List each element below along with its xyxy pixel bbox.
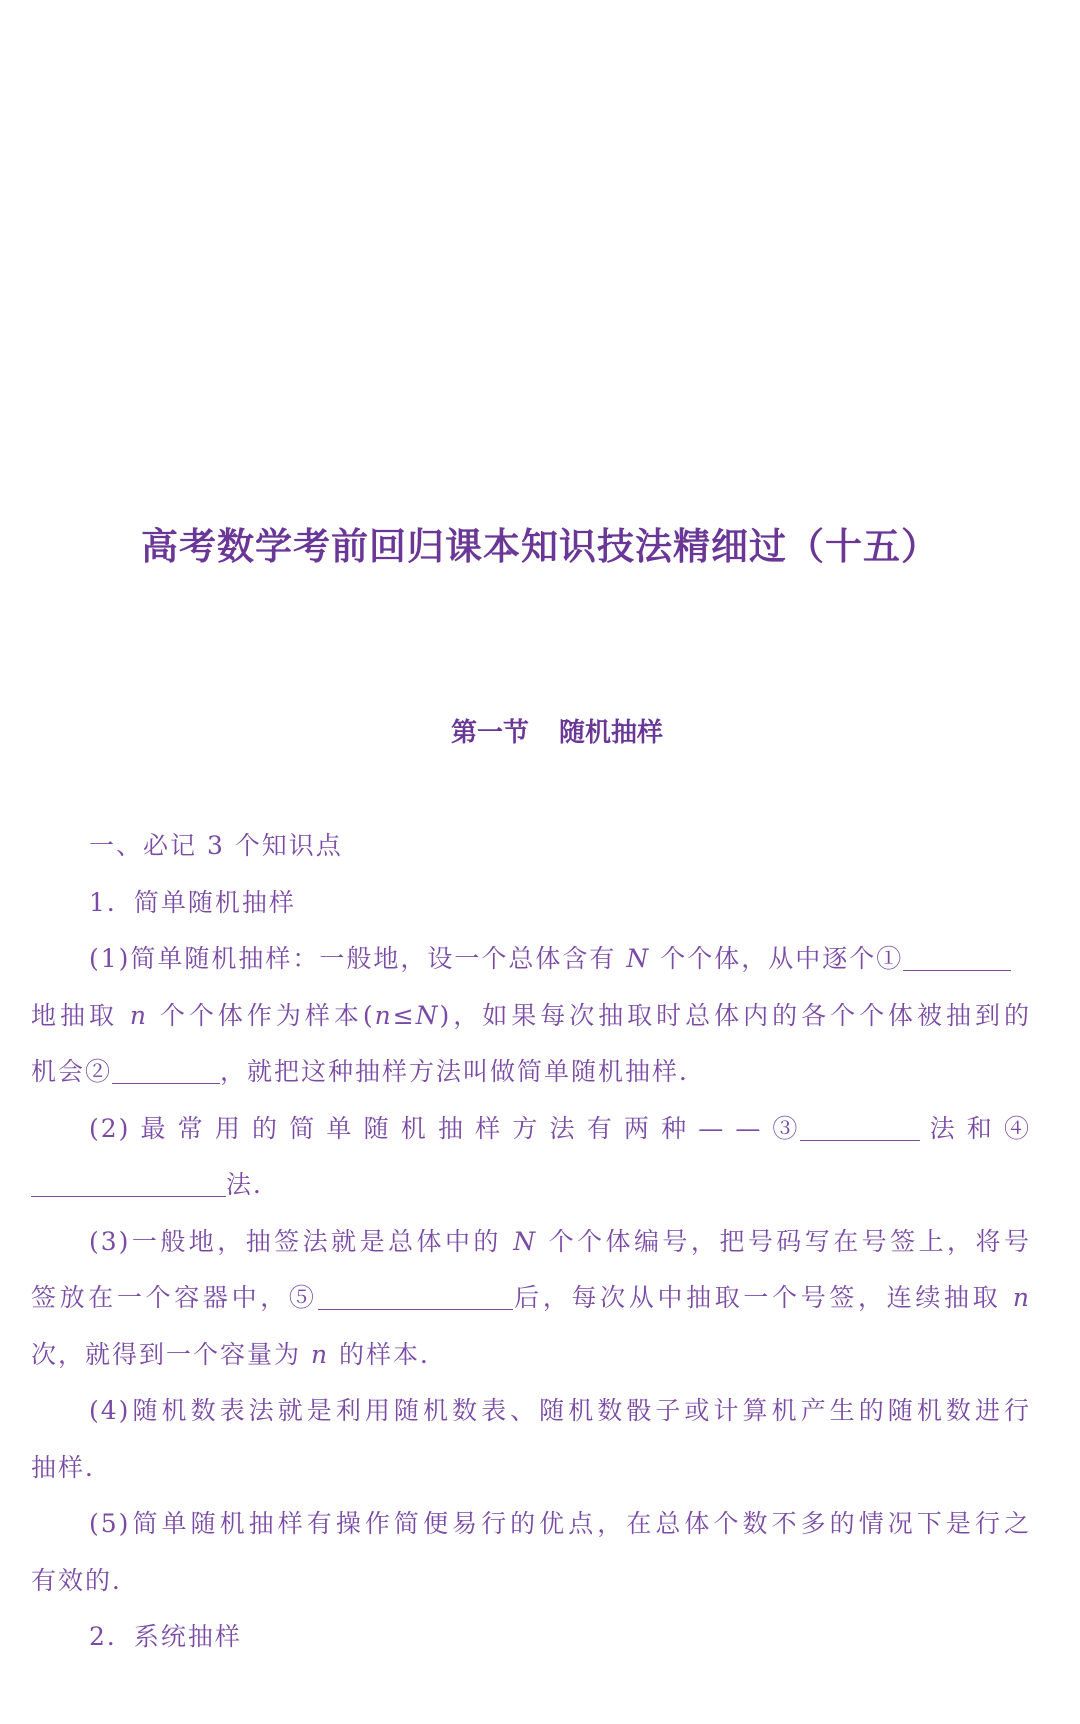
paragraph-1-line-3 [31,1044,1031,1101]
text-span: (3)一般地，抽签法就是总体中的 [89,1226,514,1256]
text-span: 法 和 ④ [919,1113,1031,1143]
paragraph-5-line-2: 有效的． [31,1565,140,1595]
paragraph-4-line-2: 抽样． [31,1452,113,1482]
math-n: n [129,1000,148,1030]
paragraph-1 [31,931,1031,988]
document-title: 高考数学考前回归课本知识技法精细过（十五） [141,524,939,568]
blank-2 [112,1057,220,1084]
document-body [31,818,1031,1666]
paragraph-4: (4)随机数表法就是利用随机数表、随机数骰子或计算机产生的随机数进行 [89,1396,1031,1425]
math-n: n [310,1339,330,1369]
section-name: 随机抽样 [559,718,664,748]
text-span: 个个体编号，把号码写在号签上，将号 [537,1226,1031,1256]
text-span: 次，就得到一个容量为 [31,1339,311,1369]
heading-required-points: 一、必记 3 个知识点 [89,831,343,860]
blank-3 [800,1114,920,1141]
text-span: 地抽取 [31,1000,130,1030]
paragraph-3-line-3 [31,1327,1031,1384]
paragraph-2-line-2 [31,1157,1031,1214]
text-span: 机会② [31,1057,113,1086]
blank-1 [903,944,1011,971]
text-span: 个个体，从中逐个① [650,944,904,973]
heading-systematic-sampling: 2．系统抽样 [89,1622,242,1651]
text-span: 签放在一个容器中，⑤ [31,1283,318,1312]
blank-4 [31,1170,226,1197]
text-span: 后，每次从中抽取一个号签，连续抽取 [512,1283,1013,1312]
blank-5 [318,1283,513,1310]
text-span: (2) 最 常 用 的 简 单 随 机 抽 样 方 法 有 两 种 — — ③ [89,1113,800,1143]
math-N: N [626,944,651,973]
paragraph-1-line-2 [31,988,1031,1045]
heading-simple-random-sampling: 1．简单随机抽样 [89,887,296,917]
text-span: 法． [226,1170,281,1199]
paragraph-3 [31,1214,1031,1271]
math-N: N [415,1000,440,1030]
paragraph-5: (5)简单随机抽样有操作简便易行的优点，在总体个数不多的情况下是行之 [89,1509,1031,1538]
text-span: (1)简单随机抽样：一般地，设一个总体含有 [89,944,627,973]
math-n: n [374,1000,393,1030]
math-N: N [513,1226,538,1256]
math-n: n [1012,1283,1031,1312]
text-span: ，就把这种抽样方法叫做简单随机抽样． [220,1057,707,1086]
math-le: ≤ [392,1000,416,1030]
text-span: )，如果每次抽取时总体内的各个个体被抽到的 [439,1000,1031,1030]
paragraph-2 [31,1101,1031,1158]
text-span: 个个体作为样本( [148,1000,375,1030]
paragraph-3-line-2 [31,1270,1031,1327]
section-title [0,712,1080,749]
text-span: 的样本． [329,1339,448,1369]
section-number: 第一节 [450,718,529,748]
